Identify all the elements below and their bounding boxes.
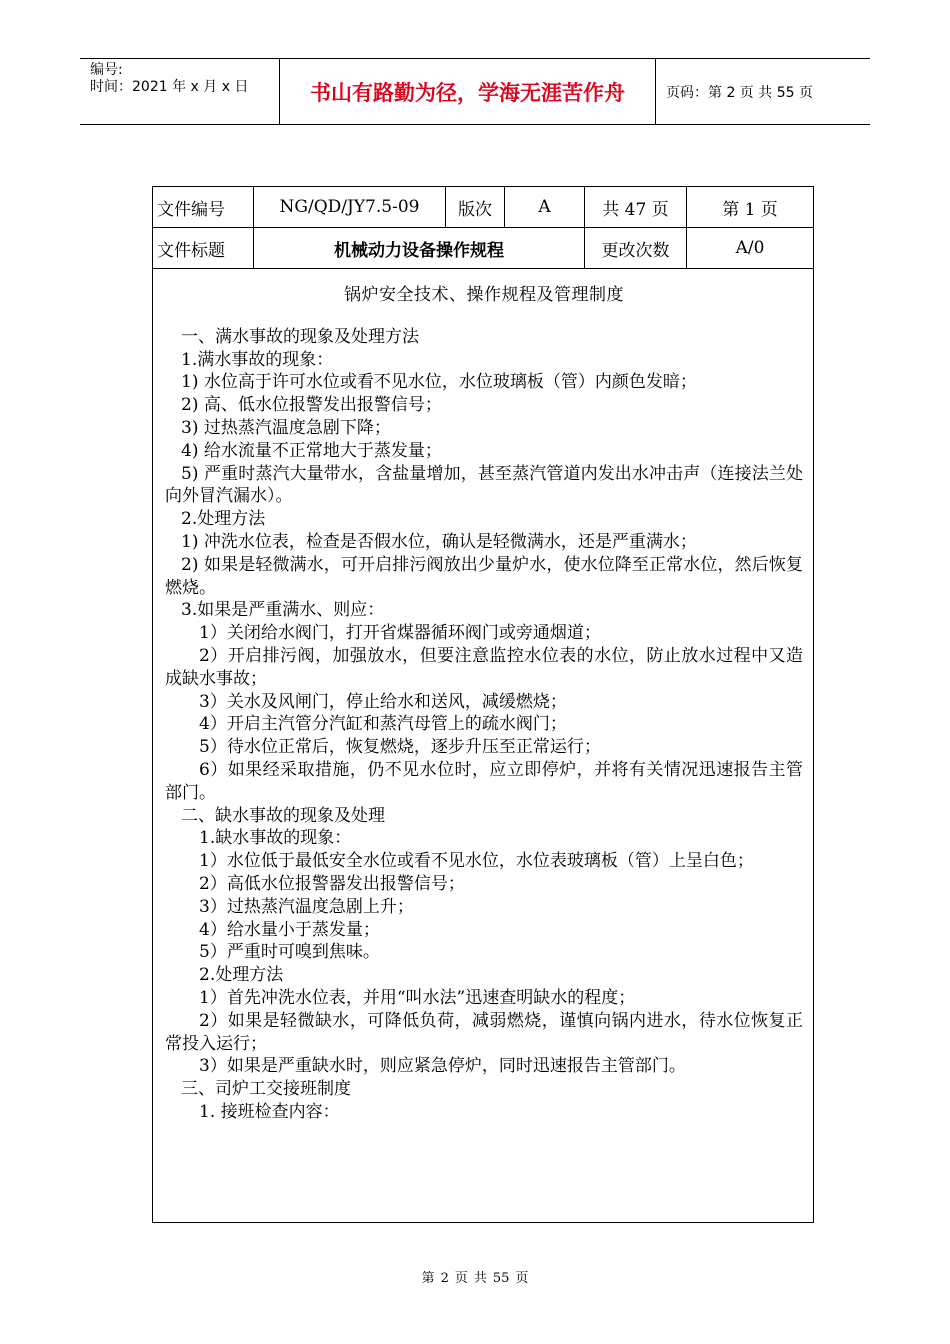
- header-motto: 书山有路勤为径，学海无涯苦作舟: [280, 59, 656, 124]
- footer-total-label: 共: [473, 1271, 487, 1286]
- footer-total-no: 55: [492, 1271, 510, 1286]
- body-paragraph: 1) 水位高于许可水位或看不见水位，水位玻璃板（管）内颜色发暗；: [181, 372, 697, 393]
- doc-no-value: NG/QD/JY7.5-09: [254, 187, 446, 227]
- body-paragraph: 1) 冲洗水位表，检查是否假水位，确认是轻微满水，还是严重满水；: [181, 531, 697, 552]
- body-paragraph: 三、司炉工交接班制度: [181, 1079, 351, 1100]
- date-label: 时间：2021 年 x 月 x 日: [90, 79, 249, 95]
- document-table: [152, 186, 814, 1223]
- page-header: [80, 58, 870, 125]
- header-page-info: 页码：第 2 页 共 55 页: [666, 84, 813, 101]
- body-paragraph: 2）如果是轻微缺水，可降低负荷，减弱燃烧，谨慎向锅内进水，待水位恢复正常投入运行；: [165, 1010, 803, 1054]
- paragraph-list: [165, 326, 803, 1124]
- title-label: 文件标题: [153, 228, 254, 268]
- doc-title-value: 机械动力设备操作规程: [254, 228, 585, 268]
- body-paragraph: 5) 严重时蒸汽大量带水，含盐量增加，甚至蒸汽管道内发出水冲击声（连接法兰处向外冒汽漏水）。: [165, 463, 803, 507]
- meta-row-1: [153, 187, 813, 228]
- body-paragraph: 3）过热蒸汽温度急剧上升；: [199, 896, 414, 917]
- body-paragraph: 1）首先冲洗水位表，并用“叫水法”迅速查明缺水的程度；: [199, 987, 636, 1008]
- section-title: 锅炉安全技术、操作规程及管理制度: [344, 285, 624, 305]
- body-paragraph: 3）关水及风闸门，停止给水和送风，减缓燃烧；: [199, 691, 567, 712]
- body-paragraph: 6）如果经采取措施，仍不见水位时，应立即停炉，并将有关情况迅速报告主管部门。: [165, 759, 803, 803]
- body-paragraph: 1）水位低于最低安全水位或看不见水位，水位表玻璃板（管）上呈白色；: [199, 851, 754, 872]
- body-paragraph: 4）开启主汽管分汽缸和蒸汽母管上的疏水阀门；: [199, 714, 567, 735]
- body-paragraph: 2）高低水位报警器发出报警信号；: [199, 873, 465, 894]
- footer-page-unit: 页: [454, 1271, 468, 1286]
- body-paragraph: 3) 过热蒸汽温度急剧下降；: [181, 417, 391, 438]
- revision-value: A/0: [735, 238, 765, 258]
- body-paragraph: 二、缺水事故的现象及处理: [181, 805, 385, 826]
- revision-label: 更改次数: [585, 228, 687, 268]
- page-footer: [0, 1267, 950, 1286]
- footer-page-label: 第: [421, 1271, 435, 1286]
- doc-number-label: 编号:: [90, 62, 123, 78]
- footer-page-no: 2: [440, 1271, 449, 1286]
- body-paragraph: 2.处理方法: [199, 965, 284, 986]
- doc-no-label: 文件编号: [153, 187, 254, 227]
- body-paragraph: 1）关闭给水阀门，打开省煤器循环阀门或旁通烟道；: [199, 623, 601, 644]
- version-value: A: [505, 187, 585, 227]
- body-paragraph: 2）开启排污阀，加强放水，但要注意监控水位表的水位，防止放水过程中又造成缺水事故；: [165, 645, 803, 689]
- body-paragraph: 1.满水事故的现象：: [181, 349, 334, 370]
- header-info: [80, 59, 280, 124]
- body-paragraph: 3）如果是严重缺水时，则应紧急停炉，同时迅速报告主管部门。: [199, 1056, 686, 1077]
- document-body: [153, 284, 813, 1124]
- body-paragraph: 1. 接班检查内容：: [199, 1101, 340, 1122]
- body-paragraph: 一、满水事故的现象及处理方法: [181, 326, 419, 347]
- body-paragraph: 5）待水位正常后，恢复燃烧，逐步升压至正常运行；: [199, 737, 601, 758]
- body-paragraph: 5）严重时可嗅到焦味。: [199, 942, 380, 963]
- body-paragraph: 1.缺水事故的现象：: [199, 828, 352, 849]
- meta-row-2: [153, 228, 813, 269]
- body-paragraph: 4) 给水流量不正常地大于蒸发量；: [181, 440, 442, 461]
- body-paragraph: 3.如果是严重满水、则应：: [181, 600, 385, 621]
- body-paragraph: 4）给水量小于蒸发量；: [199, 919, 380, 940]
- body-paragraph: 2) 高、低水位报警发出报警信号；: [181, 395, 442, 416]
- footer-total-unit: 页: [515, 1271, 529, 1286]
- body-paragraph: 2) 如果是轻微满水，可开启排污阀放出少量炉水，使水位降至正常水位，然后恢复燃烧。: [165, 554, 803, 598]
- total-pages: 共 47 页: [585, 187, 687, 227]
- version-label: 版次: [446, 187, 505, 227]
- body-paragraph: 2.处理方法: [181, 509, 266, 530]
- page-number: 第 1 页: [722, 199, 778, 220]
